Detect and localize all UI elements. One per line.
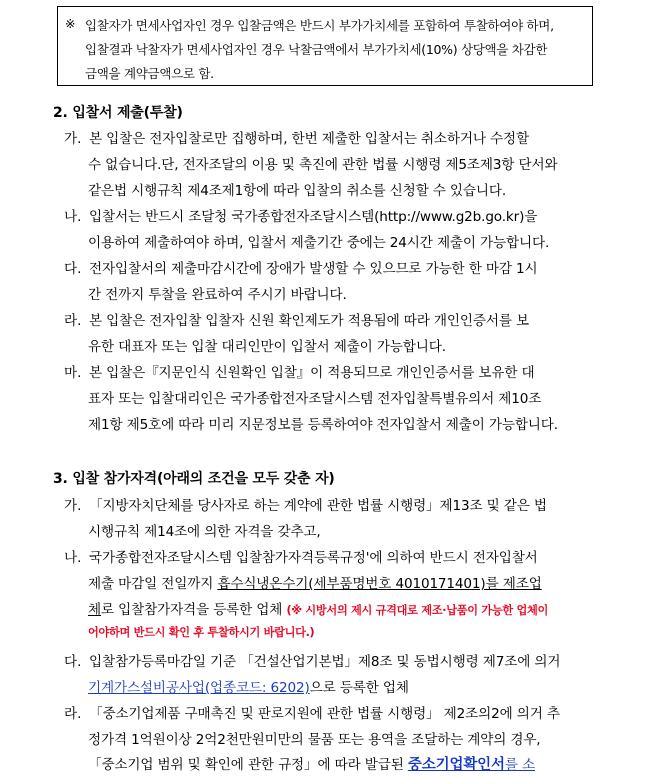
item-line: 이용하여 제출하여야 하며, 입찰서 제출기간 중에는 24시간 제출이 가능합니다.	[88, 235, 550, 251]
item-marker: 나.	[64, 550, 82, 566]
underlined-product-name: 흡수식냉온수기(세부품명번호 4010171401)를 제조업	[217, 576, 542, 592]
warning-note: (※ 시방서의 제시 규격대로 제조·납품이 가능한 업체이	[286, 604, 548, 617]
item-line: 「지방자치단체를 당사자로 하는 계약에 관한 법률 시행령」제13조 및 같은 법	[89, 498, 547, 514]
warning-note: 어야하며 반드시 확인 후 투찰하시기 바랍니다.)	[88, 626, 315, 639]
item-marker: 라.	[64, 706, 82, 722]
item-line: 제1항 제5호에 따라 미리 지문정보를 등록하여야 전자입찰서 제출이 가능합니다.	[88, 417, 558, 433]
item-marker: 마.	[64, 365, 82, 381]
item-line: 국가종합전자조달시스템 입찰참가자격등록규정'에 의하여 반드시 전자입찰서	[89, 550, 538, 566]
item-line: 정가격 1억원이상 2억2천만원미만의 물품 또는 용역을 조달하는 계약의 경우,	[88, 732, 541, 748]
item-line	[88, 676, 409, 696]
item-marker: 나.	[64, 209, 82, 225]
notice-box	[57, 6, 593, 86]
item-text: 「중소기업 범위 및 확인에 관한 규정」에 따라 발급된	[88, 757, 408, 773]
item-line: 입찰참가등록마감일 기준 「건설산업기본법」제8조 및 동법시행령 제7조에 의거	[89, 654, 561, 670]
item-line: 「중소기업제품 구매촉진 및 판로지원에 관한 법률 시행령」 제2조의2에 의거 추	[89, 706, 560, 722]
sme-certificate-link[interactable]: 중소기업확인서	[407, 757, 505, 773]
item-line: 유한 대표자 또는 입찰 대리인만이 입찰서 제출이 가능합니다.	[88, 339, 446, 355]
section-3-title: 3. 입찰 참가자격(아래의 조건을 모두 갖춘 자)	[53, 471, 335, 487]
item-text: 으로 등록한 업체	[309, 680, 409, 696]
item-line: 입찰서는 반드시 조달청 국가종합전자조달시스템(http://www.g2b.go.kr)을	[89, 209, 538, 225]
item-marker: 다.	[64, 654, 82, 670]
item-text: 로 입찰참가자격을 등록한 업체	[100, 602, 287, 618]
item-line: 시행규칙 제14조에 의한 자격을 갖추고,	[88, 524, 321, 540]
item-line: 본 입찰은 전자입찰 입찰자 신원 확인제도가 적용됨에 따라 개인인증서를 보	[89, 313, 529, 329]
item-line	[88, 753, 535, 774]
item-marker: 다.	[64, 261, 82, 277]
item-marker: 가.	[64, 131, 82, 147]
notice-line: 금액을 계약금액으로 함.	[85, 66, 214, 81]
license-link[interactable]: 기계가스설비공사업(업종코드: 6202)	[88, 680, 310, 696]
notice-line: 입찰자가 면세사업자인 경우 입찰금액은 반드시 부가가치세를 포함하여 투찰하여야 하며,	[85, 18, 554, 33]
item-text: 제출 마감일 전일까지	[88, 576, 218, 592]
item-line: 수 없습니다.단, 전자조달의 이용 및 촉진에 관한 법률 시행령 제5조제3항 단서와	[88, 157, 558, 173]
item-line: 간 전까지 투찰을 완료하여 주시기 바랍니다.	[88, 287, 347, 303]
item-line	[88, 598, 548, 618]
item-marker: 라.	[64, 313, 82, 329]
item-line: 전자입찰서의 제출마감시간에 장애가 발생할 수 있으므로 가능한 한 마감 1시	[89, 261, 538, 277]
underlined-product-name: 체	[88, 602, 101, 618]
item-line: 같은법 시행규칙 제4조제1항에 따라 입찰의 취소를 신청할 수 있습니다.	[88, 183, 507, 199]
sme-certificate-link-tail[interactable]: 를 소	[504, 757, 536, 773]
item-line: 본 입찰은『지문인식 신원확인 입찰』이 적용되므로 개인인증서를 보유한 대	[89, 365, 535, 381]
item-line	[88, 624, 314, 640]
notice-line: 입찰결과 낙찰자가 면세사업자인 경우 낙찰금액에서 부가가치세(10%) 상당액을 차감한	[85, 42, 548, 57]
notice-mark: ※	[65, 16, 76, 31]
item-line: 표자 또는 입찰대리인은 국가종합전자조달시스템 전자입찰특별유의서 제10조	[88, 391, 542, 407]
item-line	[88, 572, 542, 592]
item-marker: 가.	[64, 498, 82, 514]
section-2-title: 2. 입찰서 제출(투찰)	[53, 105, 183, 121]
item-line: 본 입찰은 전자입찰로만 집행하며, 한번 제출한 입찰서는 취소하거나 수정할	[89, 131, 529, 147]
